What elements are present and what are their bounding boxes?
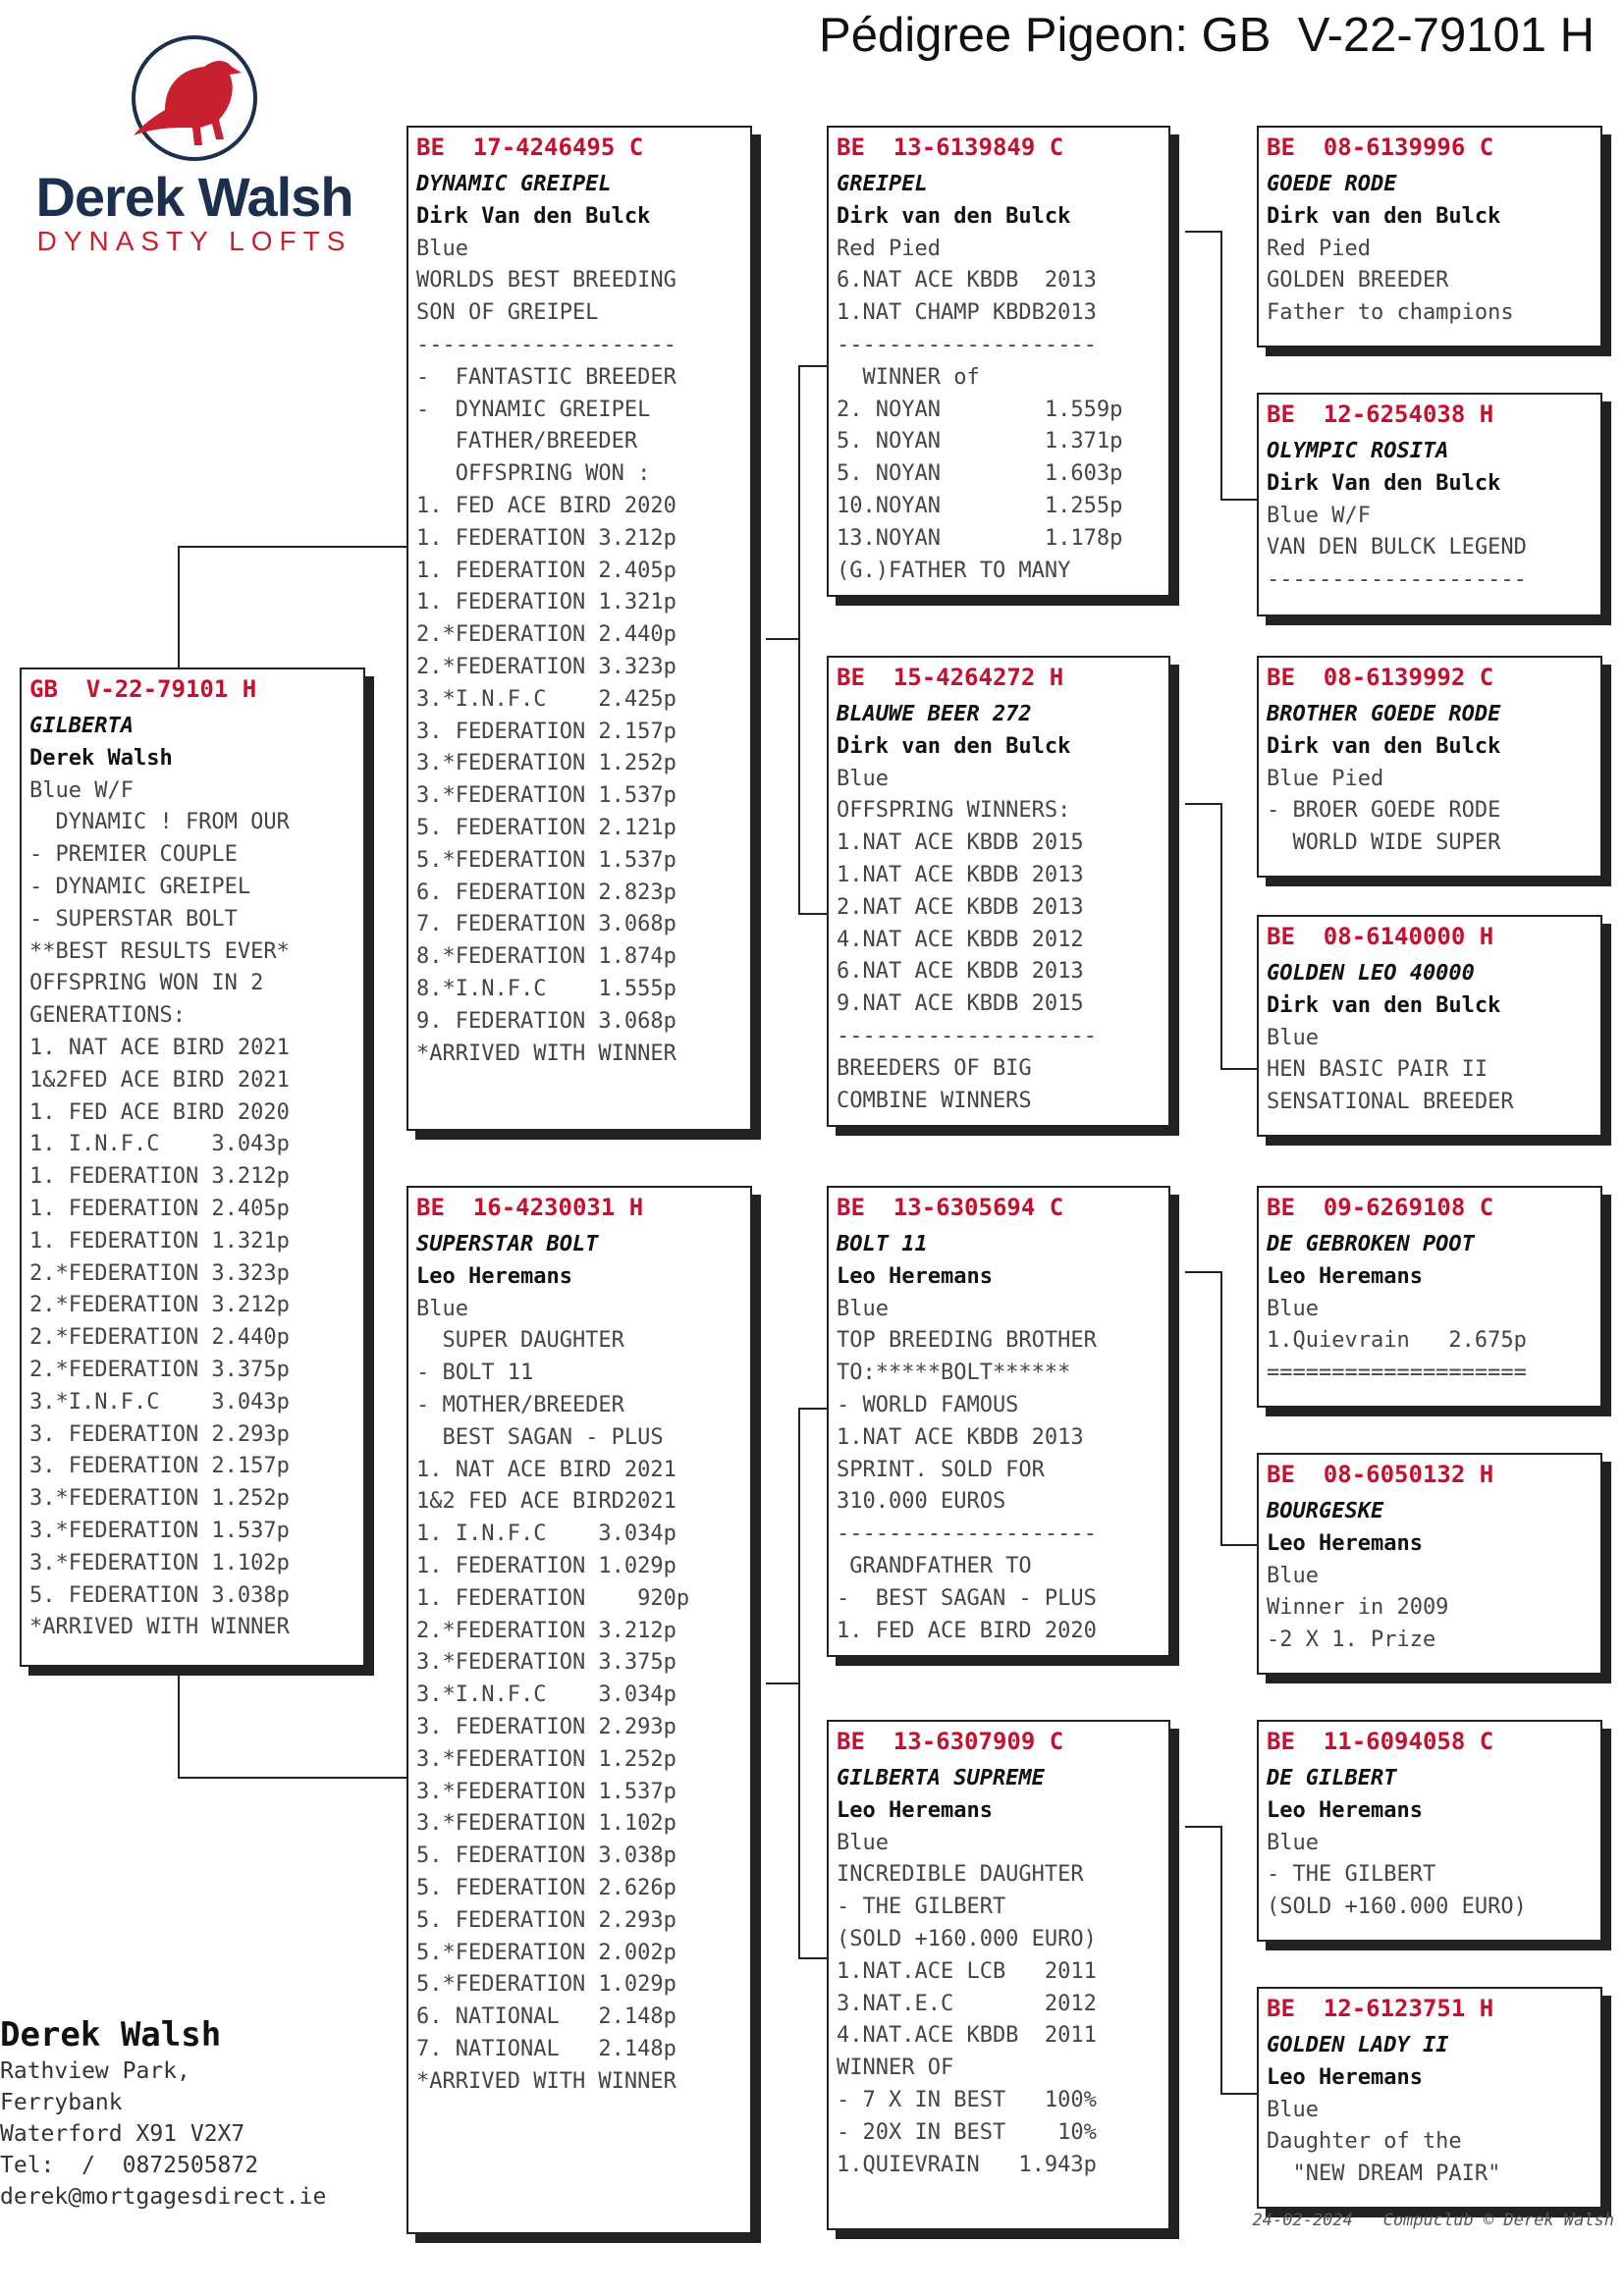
info-line: WINNER OF xyxy=(837,2056,954,2081)
info-line: 1.NAT.ACE LCB 2011 xyxy=(837,1958,1097,1984)
bird-name: BOLT 11 xyxy=(837,1232,928,1256)
connector xyxy=(766,638,798,640)
info-line: 1. I.N.F.C 3.043p xyxy=(29,1132,290,1157)
ring-number: BE 13-6305694 C xyxy=(837,1194,1064,1221)
bird-name: BROTHER GOEDE RODE xyxy=(1267,702,1501,726)
info-line: OFFSPRING WON : xyxy=(416,461,651,487)
breeder-name: Dirk van den Bulck xyxy=(1267,992,1501,1018)
info-line: 1.QUIEVRAIN 1.943p xyxy=(837,2152,1097,2177)
info-line: **BEST RESULTS EVER* xyxy=(29,938,290,964)
info-line: 5. NOYAN 1.371p xyxy=(837,429,1123,454)
info-line: Blue xyxy=(837,1830,889,1855)
info-line: Blue xyxy=(1267,1025,1319,1050)
info-line: (SOLD +160.000 EURO) xyxy=(1267,1895,1527,1920)
connector xyxy=(1220,231,1222,500)
info-line: 1.NAT ACE KBDB 2013 xyxy=(837,1424,1084,1450)
info-line: 1. I.N.F.C 3.034p xyxy=(416,1522,677,1547)
pedigree-card-ddd xyxy=(1257,1987,1602,2209)
breeder-name: Dirk van den Bulck xyxy=(837,203,1071,229)
logo xyxy=(18,29,371,265)
info-line: - FANTASTIC BREEDER xyxy=(416,364,677,390)
logo-name: Derek Walsh xyxy=(35,166,353,228)
ring-number: BE 16-4230031 H xyxy=(416,1194,644,1221)
pedigree-card-sdd xyxy=(1257,915,1602,1137)
info-line: 3.*FEDERATION 1.537p xyxy=(29,1518,290,1543)
info-line: Winner in 2009 xyxy=(1267,1595,1449,1621)
ring-number: BE 15-4264272 H xyxy=(837,664,1064,691)
info-line: 3.NAT.E.C 2012 xyxy=(837,1991,1097,2016)
info-line: 3. FEDERATION 2.293p xyxy=(416,1714,677,1739)
contact-email: derek@mortgagesdirect.ie xyxy=(0,2184,327,2210)
info-line: - DYNAMIC GREIPEL xyxy=(416,397,651,422)
info-line: - DYNAMIC GREIPEL xyxy=(29,874,251,899)
info-line: 5. FEDERATION 2.626p xyxy=(416,1875,677,1900)
bird-name: BLAUWE BEER 272 xyxy=(837,702,1032,726)
info-line: - 7 X IN BEST 100% xyxy=(837,2087,1097,2112)
bird-name: DE GILBERT xyxy=(1267,1766,1397,1790)
info-line: INCREDIBLE DAUGHTER xyxy=(837,1862,1084,1888)
info-line: 1. FEDERATION 1.321p xyxy=(29,1228,290,1254)
connector xyxy=(1185,1826,1220,1828)
bird-name: OLYMPIC ROSITA xyxy=(1267,439,1449,463)
connector xyxy=(1185,231,1220,233)
bird-name: DYNAMIC GREIPEL xyxy=(416,172,612,196)
info-line: HEN BASIC PAIR II xyxy=(1267,1057,1489,1083)
ring-number: BE 08-6050132 H xyxy=(1267,1461,1494,1488)
info-line: FATHER/BREEDER xyxy=(416,429,638,454)
info-line: -2 X 1. Prize xyxy=(1267,1628,1436,1653)
info-line: Blue xyxy=(416,236,468,261)
pedigree-card-sds xyxy=(1257,656,1602,878)
ring-number: BE 08-6139992 C xyxy=(1267,664,1494,691)
info-line: 2.*FEDERATION 3.323p xyxy=(29,1260,290,1286)
info-line: 5. NOYAN 1.603p xyxy=(837,461,1123,487)
ring-number: BE 13-6307909 C xyxy=(837,1728,1064,1755)
pedigree-card-dsd xyxy=(1257,1453,1602,1675)
info-line: *ARRIVED WITH WINNER xyxy=(29,1615,290,1640)
breeder-name: Leo Heremans xyxy=(837,1263,993,1289)
info-line: 310.000 EUROS xyxy=(837,1489,1006,1515)
info-line: 9. FEDERATION 3.068p xyxy=(416,1008,677,1034)
info-line: Blue xyxy=(1267,1563,1319,1588)
info-line: Father to champions xyxy=(1267,300,1514,326)
info-line: 5. FEDERATION 2.293p xyxy=(416,1907,677,1933)
pigeon-icon xyxy=(18,29,371,167)
connector xyxy=(1220,803,1222,1070)
info-line: 5. FEDERATION 3.038p xyxy=(29,1582,290,1608)
contact-line: Ferrybank xyxy=(0,2090,123,2115)
info-line: (SOLD +160.000 EURO) xyxy=(837,1926,1097,1951)
bird-name: GOLDEN LADY II xyxy=(1267,2033,1449,2057)
info-line: 3.*I.N.F.C 2.425p xyxy=(416,686,677,712)
info-line: 1. FEDERATION 2.405p xyxy=(416,558,677,583)
info-line: 3. FEDERATION 2.157p xyxy=(29,1454,290,1479)
info-line: Red Pied xyxy=(1267,236,1371,261)
info-line: Blue xyxy=(1267,1830,1319,1855)
ring-number: BE 08-6139996 C xyxy=(1267,133,1494,161)
info-line: - MOTHER/BREEDER xyxy=(416,1392,624,1417)
info-line: TOP BREEDING BROTHER xyxy=(837,1328,1097,1354)
info-line: - SUPERSTAR BOLT xyxy=(29,906,238,932)
bird-name: BOURGESKE xyxy=(1267,1499,1384,1523)
info-line: 1. FEDERATION 1.029p xyxy=(416,1553,677,1578)
breeder-name: Dirk van den Bulck xyxy=(1267,733,1501,759)
info-line: 13.NOYAN 1.178p xyxy=(837,525,1123,551)
footer: 24-02-2024 Compuclub © Derek Walsh xyxy=(1252,2211,1614,2230)
page-title: Pédigree Pigeon: GB V-22-79101 H xyxy=(819,9,1595,62)
pedigree-card-sire-dam xyxy=(827,656,1170,1127)
breeder-name: Dirk van den Bulck xyxy=(1267,203,1501,229)
logo-subtitle: DYNASTY LOFTS xyxy=(36,226,352,256)
info-line: *ARRIVED WITH WINNER xyxy=(416,2068,677,2094)
info-line: 5.*FEDERATION 1.029p xyxy=(416,1972,677,1998)
info-line: SPRINT. SOLD FOR xyxy=(837,1457,1045,1482)
breeder-name: Leo Heremans xyxy=(416,1263,572,1289)
info-line: 3.*I.N.F.C 3.034p xyxy=(416,1682,677,1708)
info-line: 3.*FEDERATION 1.102p xyxy=(29,1550,290,1575)
info-line: 2. NOYAN 1.559p xyxy=(837,397,1123,422)
pedigree-card-sss xyxy=(1257,126,1602,347)
pedigree-card-dam-dam xyxy=(827,1720,1170,2230)
bird-name: GILBERTA SUPREME xyxy=(837,1766,1045,1790)
breeder-name: Derek Walsh xyxy=(29,745,173,771)
pedigree-card-dds xyxy=(1257,1720,1602,1942)
info-line: "NEW DREAM PAIR" xyxy=(1267,2162,1501,2187)
breeder-name: Leo Heremans xyxy=(1267,1530,1423,1556)
info-line: 1. FED ACE BIRD 2020 xyxy=(29,1099,290,1125)
connector xyxy=(1220,1068,1260,1070)
connector xyxy=(1220,2093,1260,2095)
connector xyxy=(178,1666,180,1778)
pedigree-card-dam-sire xyxy=(827,1186,1170,1657)
bird-name: GOLDEN LEO 40000 xyxy=(1267,961,1475,986)
info-line: TO:*****BOLT****** xyxy=(837,1361,1071,1386)
info-line: -------------------- xyxy=(837,1023,1097,1048)
info-line: 3. FEDERATION 2.293p xyxy=(29,1421,290,1447)
info-line: Blue W/F xyxy=(1267,503,1371,528)
info-line: - PREMIER COUPLE xyxy=(29,842,238,868)
info-line: 1.NAT ACE KBDB 2015 xyxy=(837,830,1084,856)
info-line: 5. FEDERATION 3.038p xyxy=(416,1843,677,1869)
breeder-name: Leo Heremans xyxy=(1267,2064,1423,2090)
connector xyxy=(798,1408,800,1959)
info-line: GOLDEN BREEDER xyxy=(1267,268,1449,294)
contact-name: Derek Walsh xyxy=(0,2015,222,2055)
info-line: - WORLD FAMOUS xyxy=(837,1392,1019,1417)
info-line: 1. FEDERATION 2.405p xyxy=(29,1196,290,1221)
info-line: 3.*FEDERATION 1.537p xyxy=(416,1779,677,1804)
info-line: 1&2 FED ACE BIRD2021 xyxy=(416,1489,677,1515)
connector xyxy=(1220,1826,1222,2095)
info-line: OFFSPRING WINNERS: xyxy=(837,798,1071,824)
info-line: 5.*FEDERATION 1.537p xyxy=(416,847,677,873)
info-line: - BEST SAGAN - PLUS xyxy=(837,1585,1097,1611)
info-line: Blue W/F xyxy=(29,777,134,803)
info-line: (G.)FATHER TO MANY xyxy=(837,558,1071,583)
bird-name: GILBERTA xyxy=(29,714,134,738)
info-line: 1. FEDERATION 920p xyxy=(416,1585,690,1611)
contact-line: Waterford X91 V2X7 xyxy=(0,2121,245,2147)
ring-number: BE 12-6254038 H xyxy=(1267,400,1494,428)
ring-number: BE 17-4246495 C xyxy=(416,133,644,161)
info-line: Blue xyxy=(416,1296,468,1321)
info-line: 6. FEDERATION 2.823p xyxy=(416,880,677,905)
contact-phone: Tel: / 0872505872 xyxy=(0,2153,259,2178)
info-line: 1. FEDERATION 3.212p xyxy=(29,1164,290,1190)
info-line: 4.NAT ACE KBDB 2012 xyxy=(837,927,1084,952)
bird-name: DE GEBROKEN POOT xyxy=(1267,1232,1475,1256)
info-line: 6. NATIONAL 2.148p xyxy=(416,2004,677,2030)
info-line: 1.Quievrain 2.675p xyxy=(1267,1328,1527,1354)
ring-number: GB V-22-79101 H xyxy=(29,675,257,703)
connector xyxy=(766,1682,798,1684)
info-line: 2.*FEDERATION 2.440p xyxy=(416,622,677,648)
info-line: - BROER GOEDE RODE xyxy=(1267,798,1501,824)
connector xyxy=(1220,1271,1222,1546)
ring-number: BE 13-6139849 C xyxy=(837,133,1064,161)
info-line: 3.*FEDERATION 1.537p xyxy=(416,783,677,809)
connector xyxy=(1220,499,1260,501)
info-line: Daughter of the xyxy=(1267,2129,1462,2155)
breeder-name: Leo Heremans xyxy=(837,1797,993,1823)
info-line: - THE GILBERT xyxy=(1267,1862,1436,1888)
info-line: 3.*FEDERATION 1.252p xyxy=(29,1486,290,1512)
info-line: 2.*FEDERATION 3.323p xyxy=(416,654,677,679)
ring-number: BE 09-6269108 C xyxy=(1267,1194,1494,1221)
ring-number: BE 11-6094058 C xyxy=(1267,1728,1494,1755)
pedigree-card-dam xyxy=(406,1186,752,2234)
bird-name: GREIPEL xyxy=(837,172,928,196)
info-line: 2.*FEDERATION 3.212p xyxy=(29,1293,290,1318)
info-line: SUPER DAUGHTER xyxy=(416,1328,624,1354)
info-line: -------------------- xyxy=(837,332,1097,357)
info-line: 5.*FEDERATION 2.002p xyxy=(416,1940,677,1965)
info-line: 6.NAT ACE KBDB 2013 xyxy=(837,959,1084,985)
info-line: ==================== xyxy=(1267,1361,1527,1386)
info-line: -------------------- xyxy=(416,332,677,357)
info-line: WORLDS BEST BREEDING xyxy=(416,268,677,294)
breeder-name: Leo Heremans xyxy=(1267,1797,1423,1823)
info-line: SON OF GREIPEL xyxy=(416,300,599,326)
info-line: 3.*I.N.F.C 3.043p xyxy=(29,1389,290,1415)
info-line: 3.*FEDERATION 1.252p xyxy=(416,1746,677,1772)
info-line: GRANDFATHER TO xyxy=(837,1553,1032,1578)
info-line: Blue xyxy=(837,766,889,791)
connector xyxy=(1185,803,1220,805)
info-line: - BOLT 11 xyxy=(416,1361,534,1386)
breeder-name: Dirk Van den Bulck xyxy=(416,203,651,229)
info-line: 10.NOYAN 1.255p xyxy=(837,493,1123,518)
info-line: 1. FED ACE BIRD 2020 xyxy=(416,493,677,518)
info-line: DYNAMIC ! FROM OUR xyxy=(29,810,290,835)
info-line: 1. NAT ACE BIRD 2021 xyxy=(29,1035,290,1060)
info-line: Blue xyxy=(1267,1296,1319,1321)
info-line: -------------------- xyxy=(837,1522,1097,1547)
info-line: BEST SAGAN - PLUS xyxy=(416,1424,664,1450)
info-line: 2.NAT ACE KBDB 2013 xyxy=(837,894,1084,920)
info-line: Red Pied xyxy=(837,236,941,261)
info-line: 1.NAT CHAMP KBDB2013 xyxy=(837,300,1097,326)
info-line: 1. NAT ACE BIRD 2021 xyxy=(416,1457,677,1482)
ring-number: BE 12-6123751 H xyxy=(1267,1995,1494,2022)
ring-number: BE 08-6140000 H xyxy=(1267,923,1494,950)
info-line: VAN DEN BULCK LEGEND xyxy=(1267,535,1527,561)
info-line: 1.NAT ACE KBDB 2013 xyxy=(837,862,1084,887)
connector xyxy=(798,365,800,915)
info-line: 8.*FEDERATION 1.874p xyxy=(416,944,677,970)
info-line: 7. FEDERATION 3.068p xyxy=(416,912,677,937)
info-line: OFFSPRING WON IN 2 xyxy=(29,971,264,996)
info-line: WORLD WIDE SUPER xyxy=(1267,830,1501,856)
info-line: GENERATIONS: xyxy=(29,1003,186,1029)
info-line: - 20X IN BEST 10% xyxy=(837,2119,1097,2145)
info-line: 3.*FEDERATION 1.102p xyxy=(416,1811,677,1837)
info-line: 1&2FED ACE BIRD 2021 xyxy=(29,1067,290,1093)
contact-block xyxy=(0,2014,326,2213)
connector xyxy=(178,546,180,669)
pedigree-card-sire xyxy=(406,126,752,1131)
info-line: Blue xyxy=(837,1296,889,1321)
info-line: 5. FEDERATION 2.121p xyxy=(416,815,677,840)
info-line: Blue xyxy=(1267,2097,1319,2122)
contact-line: Rathview Park, xyxy=(0,2058,190,2084)
info-line: 2.*FEDERATION 2.440p xyxy=(29,1325,290,1351)
bird-name: GOEDE RODE xyxy=(1267,172,1397,196)
info-line: 8.*I.N.F.C 1.555p xyxy=(416,976,677,1001)
pedigree-card-dss xyxy=(1257,1186,1602,1408)
connector xyxy=(178,546,407,548)
info-line: SENSATIONAL BREEDER xyxy=(1267,1090,1514,1115)
info-line: 6.NAT ACE KBDB 2013 xyxy=(837,268,1097,294)
breeder-name: Dirk van den Bulck xyxy=(837,733,1071,759)
info-line: -------------------- xyxy=(1267,567,1527,593)
connector xyxy=(1185,1271,1220,1273)
pedigree-card-ssd xyxy=(1257,393,1602,616)
info-line: 1. FEDERATION 1.321p xyxy=(416,590,677,615)
bird-name: SUPERSTAR BOLT xyxy=(416,1232,599,1256)
breeder-name: Leo Heremans xyxy=(1267,1263,1423,1289)
info-line: 1. FED ACE BIRD 2020 xyxy=(837,1618,1097,1643)
pedigree-card-subject xyxy=(20,667,365,1667)
pedigree-card-sire-sire xyxy=(827,126,1170,597)
info-line: WINNER of xyxy=(837,364,980,390)
info-line: *ARRIVED WITH WINNER xyxy=(416,1041,677,1066)
info-line: COMBINE WINNERS xyxy=(837,1088,1032,1113)
info-line: 2.*FEDERATION 3.375p xyxy=(29,1357,290,1382)
connector xyxy=(1220,1544,1260,1546)
breeder-name: Dirk Van den Bulck xyxy=(1267,470,1501,496)
info-line: 1. FEDERATION 3.212p xyxy=(416,525,677,551)
connector xyxy=(178,1777,407,1779)
info-line: BREEDERS OF BIG xyxy=(837,1055,1032,1081)
info-line: 4.NAT.ACE KBDB 2011 xyxy=(837,2023,1097,2049)
info-line: 3. FEDERATION 2.157p xyxy=(416,719,677,744)
info-line: 7. NATIONAL 2.148p xyxy=(416,2036,677,2061)
info-line: Blue Pied xyxy=(1267,766,1384,791)
info-line: 3.*FEDERATION 3.375p xyxy=(416,1650,677,1676)
info-line: 3.*FEDERATION 1.252p xyxy=(416,751,677,776)
info-line: - THE GILBERT xyxy=(837,1895,1006,1920)
info-line: 9.NAT ACE KBDB 2015 xyxy=(837,991,1084,1017)
info-line: 2.*FEDERATION 3.212p xyxy=(416,1618,677,1643)
